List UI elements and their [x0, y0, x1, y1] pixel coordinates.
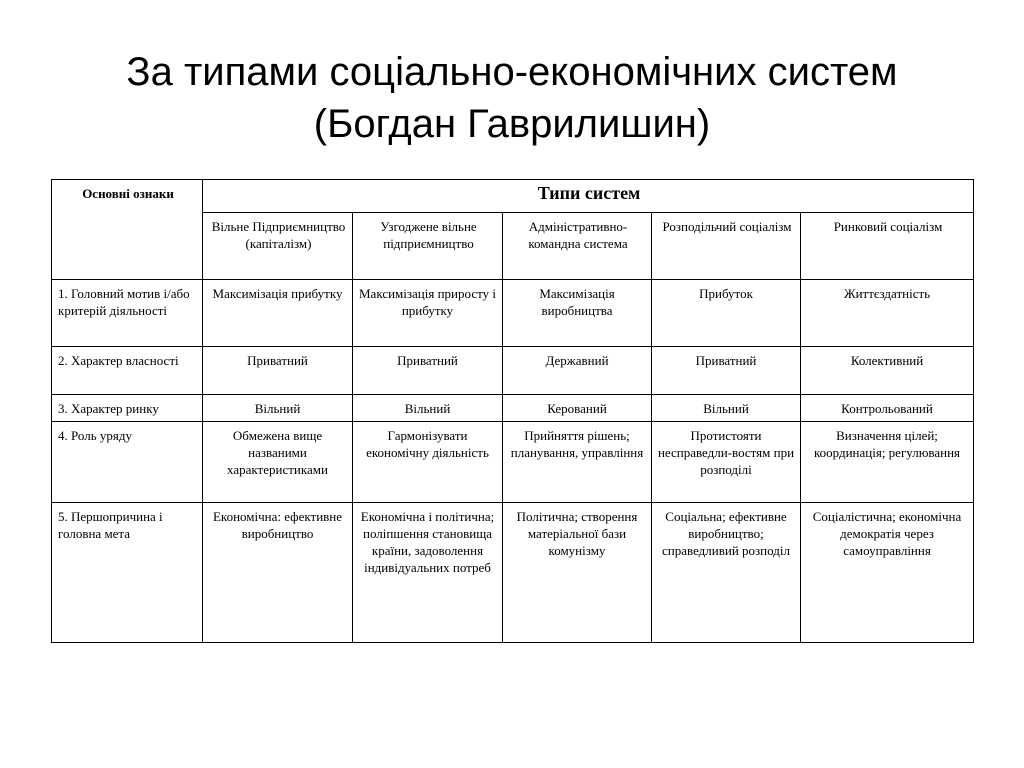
table-cell: Максимізація виробництва [503, 280, 652, 347]
table-cell: Приватний [652, 347, 801, 395]
table-header-row [52, 180, 974, 213]
table-cell: Соціальна; ефективне виробництво; справедливий розподіл [652, 503, 801, 643]
column-header-command-system: Адміністративно-командна система [503, 213, 652, 280]
row-feature: 1. Головний мотив і/або критерій діяльності [52, 280, 203, 347]
table-row [52, 422, 974, 503]
column-header-free-enterprise: Вільне Підприємництво (капіталізм) [203, 213, 353, 280]
slide-title-line-2: (Богдан Гаврилишин) [313, 102, 711, 146]
table-cell: Приватний [353, 347, 503, 395]
systems-table [51, 179, 974, 643]
table-cell: Прийняття рішень; планування, управління [503, 422, 652, 503]
table-cell: Життєздатність [801, 280, 974, 347]
table-cell: Економічна і політична; поліпшення становища країни, задоволення індивідуальних потреб [353, 503, 503, 643]
slide-title-line-1: За типами соціально-економічних систем [126, 50, 898, 94]
column-header-market-socialism: Ринковий соціалізм [801, 213, 974, 280]
table-cell: Приватний [203, 347, 353, 395]
table-cell: Вільний [652, 395, 801, 422]
row-feature: 3. Характер ринку [52, 395, 203, 422]
types-header: Типи систем [203, 180, 974, 213]
table-cell: Прибуток [652, 280, 801, 347]
table-cell: Економічна: ефективне виробництво [203, 503, 353, 643]
table-cell: Протистояти несправедли-востям при розподілі [652, 422, 801, 503]
table-row [52, 347, 974, 395]
table-cell: Максимізація приросту і прибутку [353, 280, 503, 347]
table-cell: Керований [503, 395, 652, 422]
row-feature: 4. Роль уряду [52, 422, 203, 503]
table-cell: Вільний [203, 395, 353, 422]
table-row [52, 280, 974, 347]
table-cell: Максимізація прибутку [203, 280, 353, 347]
table-cell: Колективний [801, 347, 974, 395]
column-header-coordinated-enterprise: Узгоджене вільне підприємництво [353, 213, 503, 280]
features-header: Основні ознаки [52, 180, 203, 280]
table-cell: Соціалістична; економічна демократія через самоуправління [801, 503, 974, 643]
slide-title [0, 46, 1024, 150]
table-cell: Гармонізувати економічну діяльність [353, 422, 503, 503]
table-cell: Контрольований [801, 395, 974, 422]
table-cell: Політична; створення матеріальної бази комунізму [503, 503, 652, 643]
table-cell: Визначення цілей; координація; регулювання [801, 422, 974, 503]
table-cell: Вільний [353, 395, 503, 422]
table-row [52, 395, 974, 422]
column-header-distributive-socialism: Розподільчий соціалізм [652, 213, 801, 280]
table-cell: Державний [503, 347, 652, 395]
table-cell: Обмежена вище названими характеристиками [203, 422, 353, 503]
row-feature: 2. Характер власності [52, 347, 203, 395]
table-row [52, 503, 974, 643]
row-feature: 5. Першопричина і головна мета [52, 503, 203, 643]
